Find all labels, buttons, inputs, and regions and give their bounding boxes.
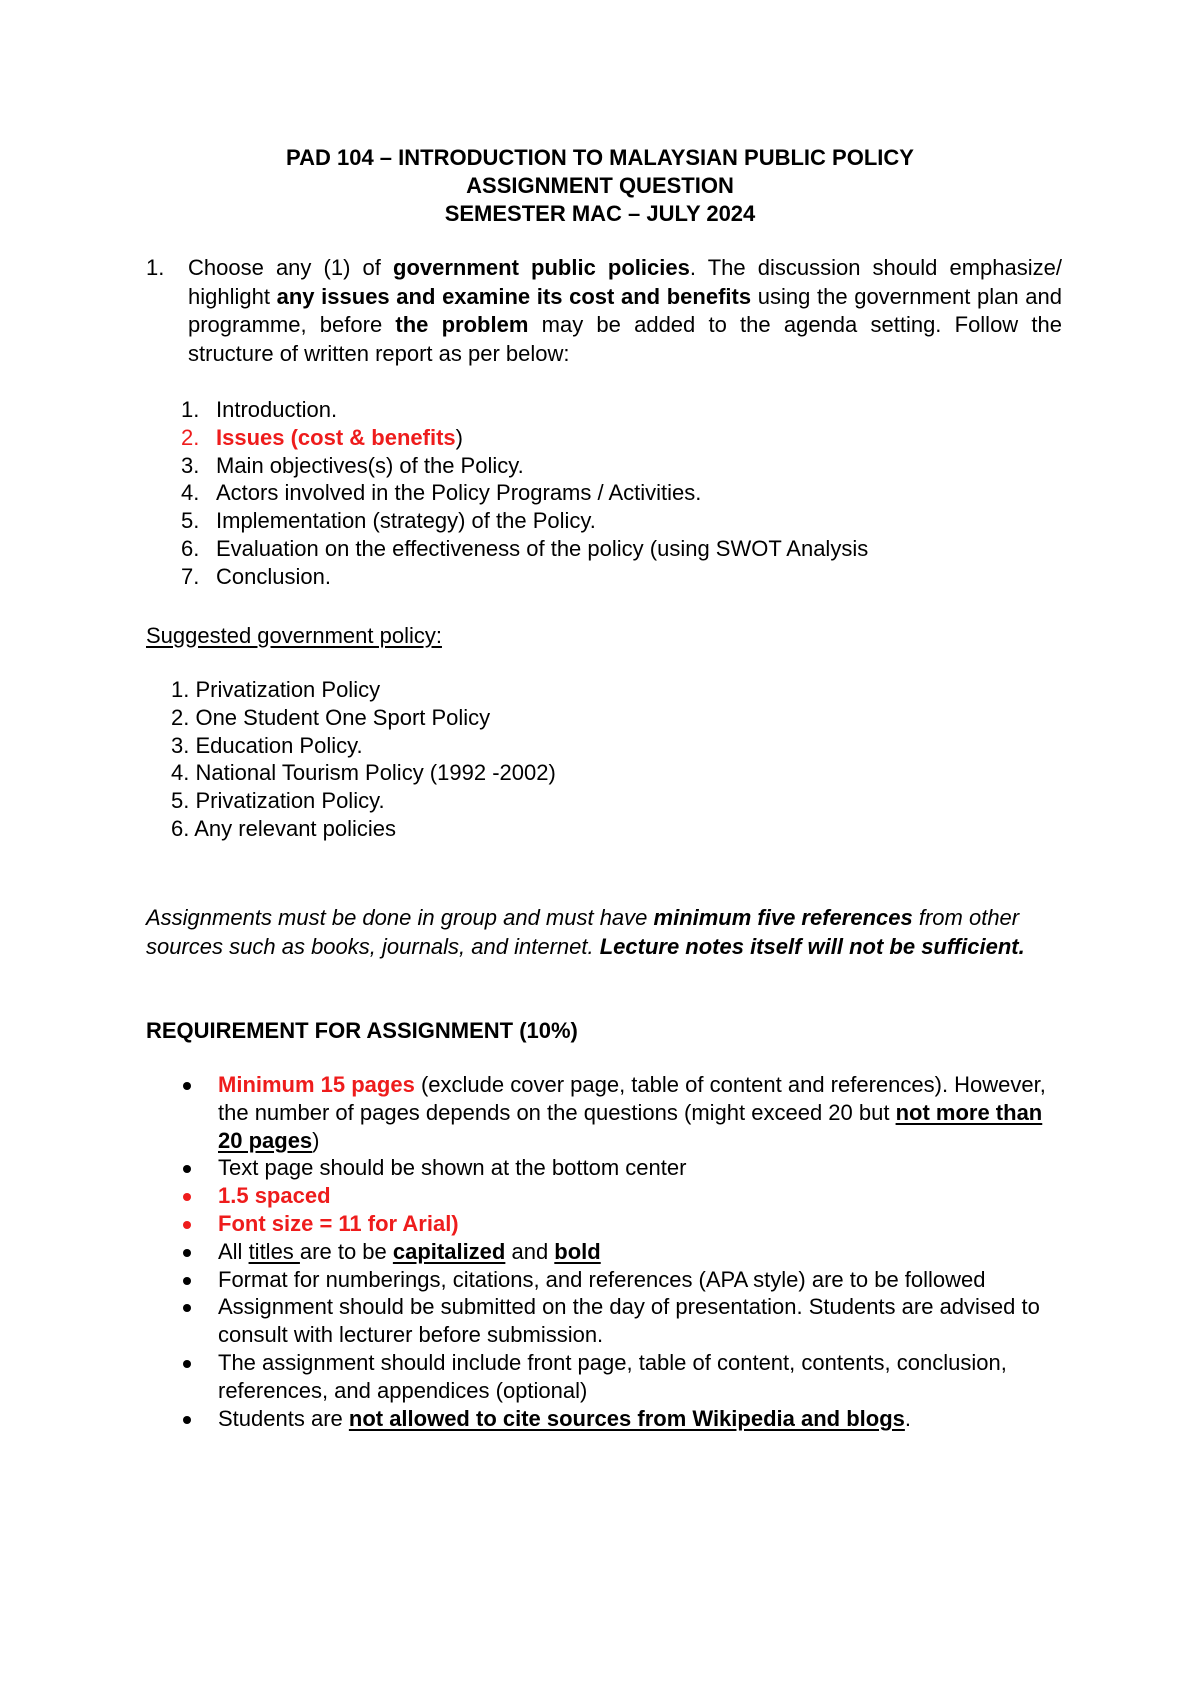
list-item xyxy=(146,1293,1066,1349)
requirement-text: Text page should be shown at the bottom center xyxy=(218,1155,687,1181)
list-number: 2. xyxy=(181,424,200,450)
note-bold-references: minimum five references xyxy=(653,905,913,930)
requirement-text: Students are xyxy=(218,1405,349,1431)
requirement-text: and xyxy=(505,1238,555,1264)
requirement-text: . xyxy=(904,1405,911,1431)
list-item: 5. Privatization Policy. xyxy=(171,788,385,814)
list-number: 4. xyxy=(181,480,200,506)
list-text: Evaluation on the effectiveness of the policy (using SWOT Analysis xyxy=(216,535,869,561)
list-item xyxy=(181,424,868,452)
list-text-highlight: Issues (cost & benefits xyxy=(216,424,456,450)
list-item xyxy=(146,1405,1066,1433)
requirement-highlight: Minimum 15 pages xyxy=(218,1072,415,1097)
list-item xyxy=(181,479,868,507)
requirement-emphasis: capitalized xyxy=(392,1238,506,1264)
list-item xyxy=(146,1238,1066,1266)
requirement-text: (exclude cover page, table of content and references). However, the number of pages depends on the questions (might exceed 20 but xyxy=(218,1072,1046,1125)
question-bold-problem: the problem xyxy=(395,312,529,337)
requirement-emphasis: not more than 20 pages xyxy=(218,1099,1043,1153)
requirement-emphasis: bold xyxy=(554,1238,601,1264)
list-item xyxy=(146,1266,1066,1294)
list-item xyxy=(181,507,868,535)
list-text: Implementation (strategy) of the Policy. xyxy=(216,508,596,534)
list-item: 1. Privatization Policy xyxy=(171,677,381,702)
requirement-highlight: Font size = 11 for Arial) xyxy=(218,1210,459,1236)
list-item: 2. One Student One Sport Policy xyxy=(171,704,491,730)
requirements-title: REQUIREMENT FOR ASSIGNMENT (10%) xyxy=(146,1018,578,1043)
list-text: Introduction. xyxy=(216,397,338,422)
list-number: 1. xyxy=(181,397,200,422)
assignment-heading: ASSIGNMENT QUESTION xyxy=(466,173,734,198)
question-text-part: Choose any (1) of xyxy=(188,255,394,280)
requirement-text: Assignment should be submitted on the day of presentation. Students are advised to consult with lecturer before submission. xyxy=(218,1294,1040,1348)
list-text: Conclusion. xyxy=(216,563,331,589)
list-item xyxy=(181,452,868,480)
list-number: 3. xyxy=(181,452,200,478)
list-item xyxy=(181,535,868,563)
list-text: Actors involved in the Policy Programs / Activities. xyxy=(216,480,702,506)
list-number: 5. xyxy=(181,508,200,534)
suggested-policy-title: Suggested government policy: xyxy=(146,623,442,648)
bullet-icon xyxy=(183,1082,191,1090)
report-structure-list xyxy=(181,396,868,591)
question-text xyxy=(188,254,1062,368)
list-item xyxy=(146,1154,1066,1182)
bullet-icon xyxy=(183,1221,191,1229)
requirement-text: Format for numberings, citations, and references (APA style) are to be followed xyxy=(218,1266,986,1292)
bullet-icon xyxy=(183,1165,191,1173)
question-text-part: . The discussion should emphasize/ highlight xyxy=(188,255,1063,309)
list-number: 7. xyxy=(181,563,200,589)
bullet-icon xyxy=(183,1277,191,1285)
group-assignment-note xyxy=(146,903,1066,961)
semester-heading: SEMESTER MAC – JULY 2024 xyxy=(444,201,756,226)
requirement-text: ) xyxy=(312,1127,320,1153)
list-item xyxy=(146,1349,1066,1405)
list-item: 3. Education Policy. xyxy=(171,732,363,758)
requirement-text: All xyxy=(218,1238,249,1264)
requirement-text: The assignment should include front page, table of content, contents, conclusion, references, and appendices (optional) xyxy=(218,1349,1007,1403)
question-text-part: using the government plan and programme, before xyxy=(188,283,1062,337)
list-item xyxy=(146,1210,1066,1238)
list-item: 4. National Tourism Policy (1992 -2002) xyxy=(171,760,556,786)
bullet-icon xyxy=(183,1304,191,1312)
list-item xyxy=(181,563,868,591)
question-1 xyxy=(146,254,1062,368)
requirement-emphasis: not allowed to cite sources from Wikipedia and blogs xyxy=(348,1405,905,1431)
note-text-part: Assignments must be done in group and must have xyxy=(146,905,654,930)
question-number: 1. xyxy=(146,255,165,280)
bullet-icon xyxy=(183,1416,191,1424)
list-item xyxy=(146,1182,1066,1210)
list-item: 6. Any relevant policies xyxy=(171,815,397,841)
question-text-part: may be added to the agenda setting. Follow the structure of written report as per below: xyxy=(188,312,1062,366)
suggested-policy-list xyxy=(171,676,556,843)
document-header xyxy=(0,144,1200,228)
requirement-text: are to be xyxy=(299,1238,393,1264)
bullet-icon xyxy=(183,1193,191,1201)
requirement-highlight: 1.5 spaced xyxy=(218,1183,331,1209)
list-text-suffix: ) xyxy=(455,424,463,450)
question-bold-policies: government public policies xyxy=(393,255,690,280)
list-number: 6. xyxy=(181,535,200,561)
note-bold-lecture-notes: Lecture notes itself will not be sufficient. xyxy=(599,934,1025,959)
list-item xyxy=(181,396,868,424)
list-item xyxy=(146,1071,1066,1154)
list-text: Main objectives(s) of the Policy. xyxy=(216,452,524,478)
course-title: PAD 104 – INTRODUCTION TO MALAYSIAN PUBLIC POLICY xyxy=(286,145,914,170)
bullet-icon xyxy=(183,1249,191,1257)
requirements-list xyxy=(146,1071,1066,1432)
question-bold-issues: any issues and examine its cost and benefits xyxy=(276,283,752,309)
requirement-underlined: titles xyxy=(248,1238,300,1264)
bullet-icon xyxy=(183,1360,191,1368)
note-text-part: from other sources such as books, journals, and internet. xyxy=(146,905,1020,959)
